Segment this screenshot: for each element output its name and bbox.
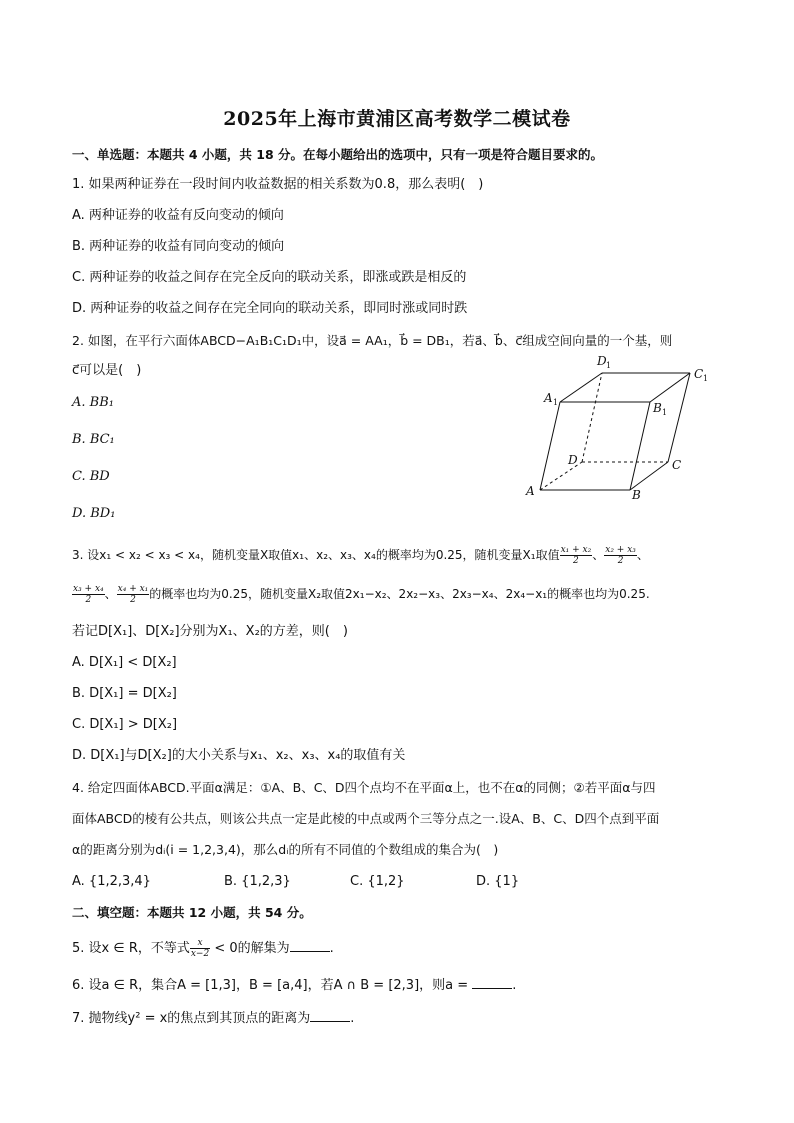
edge-dd1-hidden: [582, 373, 602, 462]
section-heading-single-choice: 一、单选题：本题共 4 小题，共 18 分。在每小题给出的选项中，只有一项是符合题目要求的。: [72, 147, 604, 162]
question-1-option-a: A. 两种证券的收益有反向变动的倾向: [72, 208, 284, 223]
question-5-text: 5. 设x ∈ R，不等式: [72, 941, 190, 956]
question-6: [72, 976, 516, 995]
vertex-label-a: A: [526, 484, 535, 498]
question-2-option-c: C. BD: [72, 469, 110, 484]
vertex-label-d1: D: [597, 354, 607, 368]
question-3-line-2: [72, 584, 650, 605]
question-3-line-3: 若记D[X₁]、D[X₂]分别为X₁、X₂的方差，则( ): [72, 624, 348, 639]
vertex-label-b: B: [632, 488, 641, 502]
fraction-x4-x1: [117, 584, 150, 605]
question-5: [72, 938, 334, 959]
fraction-denominator: x−2: [190, 949, 210, 959]
question-3-option-c: C. D[X₁] > D[X₂]: [72, 717, 178, 732]
question-7-text: 7. 抛物线y² = x的焦点到其顶点的距离为: [72, 1011, 311, 1026]
question-2-option-a: A. BB₁: [72, 395, 114, 410]
vertex-label-a1: A: [544, 391, 553, 405]
fraction-numerator: x₄ + x₁: [117, 584, 149, 594]
vertex-label-b1-sub: 1: [662, 408, 668, 417]
fraction-x2-x3: [604, 545, 637, 566]
question-3-text-1: 3. 设x₁ < x₂ < x₃ < x₄，随机变量X取值x₁、x₂、x₃、x₄的概率均为0.25，随机变量X₁取值: [72, 548, 560, 562]
edge-bb1: [630, 402, 650, 490]
fraction-x1-x2: [560, 545, 593, 566]
question-6-end: .: [512, 978, 517, 993]
question-3-text-2: 的概率也均为0.25，随机变量X₂取值2x₁−x₂、2x₂−x₃、2x₃−x₄、2x₄−x₁的概率也均为0.25.: [149, 587, 650, 601]
section-heading-fill-in: 二、填空题：本题共 12 小题，共 54 分。: [72, 905, 312, 920]
question-2-stem-line-2: c⃗可以是( ): [72, 363, 142, 378]
question-1-option-d: D. 两种证券的收益之间存在完全同向的联动关系，即同时涨或同时跌: [72, 301, 468, 316]
page-title: 2025年上海市黄浦区高考数学二模试卷: [223, 108, 571, 130]
answer-blank: [290, 939, 330, 952]
question-3-option-a: A. D[X₁] < D[X₂]: [72, 655, 177, 670]
question-2-option-b: B. BC₁: [72, 432, 115, 447]
question-1-option-b: B. 两种证券的收益有同向变动的倾向: [72, 239, 285, 254]
question-2-stem-line-1: 2. 如图，在平行六面体ABCD−A₁B₁C₁D₁中，设a⃗ = AA₁，b⃗ = DB₁，若a⃗、b⃗、c⃗组成空间向量的一个基，则: [72, 333, 673, 348]
question-4-option-d: D. {1}: [476, 874, 520, 889]
parallelepiped-figure: [518, 348, 718, 508]
vertex-label-a1-sub: 1: [553, 398, 559, 407]
vertex-label-d: D: [568, 453, 578, 467]
question-3-option-d: D. D[X₁]与D[X₂]的大小关系与x₁、x₂、x₃、x₄的取值有关: [72, 748, 406, 763]
fraction-numerator: x₂ + x₃: [605, 545, 636, 555]
answer-blank: [310, 1009, 350, 1022]
fraction-x-over-x-minus-2: [190, 938, 210, 959]
separator: 、: [104, 587, 117, 601]
fraction-numerator: x₁ + x₂: [560, 545, 592, 555]
vertex-label-d1-sub: 1: [606, 361, 612, 370]
fraction-denominator: 2: [130, 595, 136, 605]
answer-blank: [472, 976, 512, 989]
fraction-numerator: x: [190, 938, 210, 949]
question-3-line-1: [72, 545, 649, 566]
fraction-denominator: 2: [573, 556, 579, 566]
vertex-label-c1-sub: 1: [703, 374, 709, 383]
fraction-denominator: 2: [85, 595, 92, 605]
question-1-stem: 1. 如果两种证券在一段时间内收益数据的相关系数为0.8，那么表明( ): [72, 177, 484, 192]
separator: 、: [636, 548, 649, 562]
fraction-x3-x4: [72, 584, 105, 605]
question-4-line-3: α的距离分别为dᵢ(i = 1,2,3,4)，那么dᵢ的所有不同值的个数组成的集合为( ): [72, 842, 499, 857]
fraction-denominator: 2: [617, 556, 624, 566]
edge-aa1: [540, 402, 560, 490]
question-7: [72, 1009, 354, 1028]
edge-a1d1: [560, 373, 602, 402]
question-5-end: .: [329, 941, 334, 956]
question-4-line-2: 面体ABCD的棱有公共点，则该公共点一定是此棱的中点或两个三等分点之一.设A、B、C、D四个点到平面: [72, 811, 660, 826]
question-5-text-2: < 0的解集为: [210, 941, 290, 956]
vertex-label-b1: B: [653, 401, 662, 415]
question-4-option-c: C. {1,2}: [350, 874, 405, 889]
question-2-option-d: D. BD₁: [72, 506, 116, 521]
question-7-end: .: [350, 1011, 355, 1026]
question-4-option-a: A. {1,2,3,4}: [72, 874, 151, 889]
question-1-option-c: C. 两种证券的收益之间存在完全反向的联动关系，即涨或跌是相反的: [72, 270, 467, 285]
vertex-label-c1: C: [694, 367, 704, 381]
separator: 、: [592, 548, 605, 562]
vertex-label-c: C: [672, 458, 682, 472]
fraction-numerator: x₃ + x₄: [73, 584, 104, 594]
question-4-line-1: 4. 给定四面体ABCD.平面α满足：①A、B、C、D四个点均不在平面α上，也不在α的同侧；②若平面α与四: [72, 780, 656, 795]
question-6-text: 6. 设a ∈ R，集合A = [1,3]，B = [a,4]，若A ∩ B = [2,3]，则a =: [72, 978, 473, 993]
question-3-option-b: B. D[X₁] = D[X₂]: [72, 686, 177, 701]
question-4-option-b: B. {1,2,3}: [224, 874, 291, 889]
